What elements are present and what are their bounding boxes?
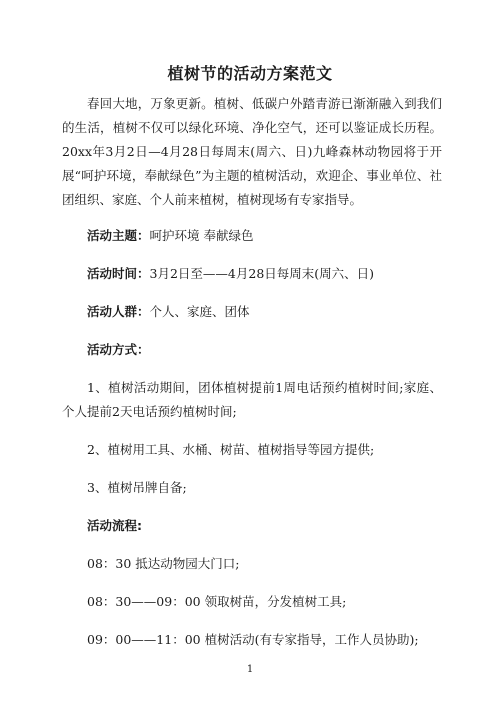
methods-item: 2、植树用工具、水桶、树苗、植树指导等园方提供; [87, 442, 375, 457]
methods-item: 1、植树活动期间，团体植树提前1周电话预约植树时间;家庭、个人提前2天电话预约植树时间; [62, 380, 442, 419]
intro-paragraph: 春回大地，万象更新。植树、低碳户外踏青游已渐渐融入到我们的生活，植树不仅可以绿化环境、净化空气，还可以鉴证成长历程。20xx年3月2日—4月28日每周末(周六、日)九峰森林动物园将于开展“呵护环境，奉献绿色”为主题的植树活动，欢迎企、事业单位、社团组织、家庭、个人前来植树，植树现场有专家指导。 [62, 96, 442, 207]
process-item: 08：30 抵达动物园大门口; [87, 556, 240, 571]
audience-line [62, 300, 442, 324]
audience-value: 个人、家庭、团体 [149, 304, 250, 319]
process-heading [62, 514, 442, 538]
methods-label: 活动方式： [87, 342, 150, 357]
document-body [62, 92, 442, 666]
process-label: 活动流程: [87, 518, 142, 533]
methods-item: 3、植树吊牌自备; [87, 480, 187, 495]
process-item: 08：30——09：00 领取树苗，分发植树工具; [87, 594, 347, 609]
theme-label: 活动主题： [87, 228, 150, 243]
time-line [62, 262, 442, 286]
methods-heading [62, 338, 442, 362]
document-title: 植树节的活动方案范文 [167, 64, 333, 83]
time-value: 3月2日至——4月28日每周末(周六、日) [149, 266, 375, 281]
audience-label: 活动人群： [87, 304, 150, 319]
page-number: 1 [246, 664, 254, 675]
theme-value: 呵护环境 奉献绿色 [149, 228, 254, 243]
process-item: 09：00——11：00 植树活动(有专家指导，工作人员协助); [87, 632, 419, 647]
time-label: 活动时间： [87, 266, 150, 281]
theme-line [62, 224, 442, 248]
